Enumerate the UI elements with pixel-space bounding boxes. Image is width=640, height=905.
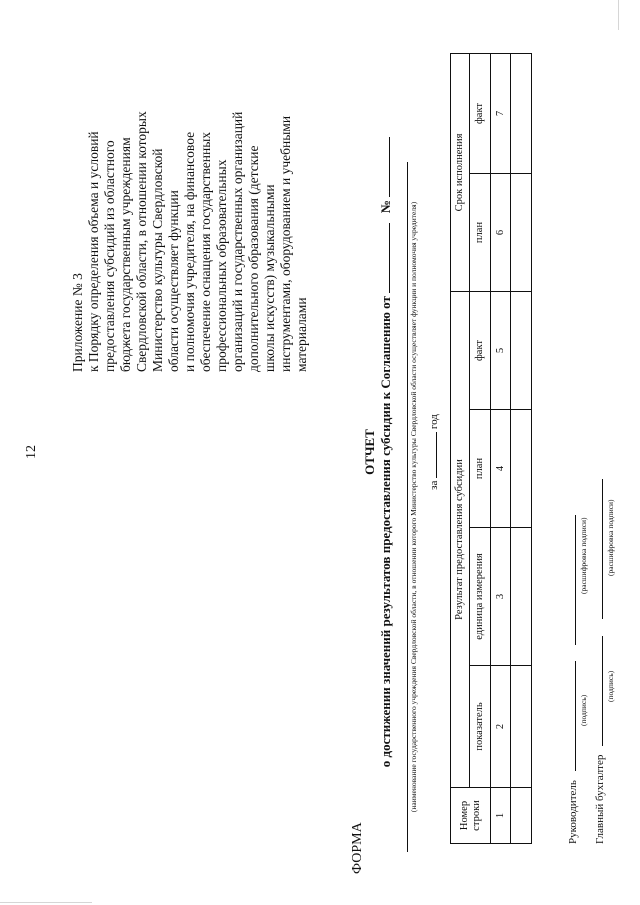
organization-caption: (наименование государственного учреждения Свердловской области, в отношении которого Министерство культуры Свердловской области осуществляет функции и полномочия учредителя)	[407, 162, 418, 852]
scan-edge-mark	[618, 0, 619, 30]
accountant-decode-caption: (расшифровка подписи)	[606, 499, 615, 576]
appendix-line: предоставления субсидий из областного	[102, 140, 117, 372]
head-decode-line[interactable]	[565, 515, 576, 645]
accountant-sign-caption: (подпись)	[606, 670, 615, 702]
table-row	[511, 53, 532, 843]
empty-cell[interactable]	[511, 788, 532, 844]
column-number: 5	[491, 292, 511, 410]
head-label: Руководитель	[567, 780, 579, 844]
empty-cell[interactable]	[511, 53, 532, 173]
report-heading: ОТЧЕТ	[362, 429, 377, 475]
appendix-line: Приложение № 3	[70, 273, 85, 372]
report-subtitle-text: о достижении значений результатов предоставления субсидии к Соглашению от	[378, 296, 393, 768]
head-signature	[565, 515, 588, 844]
agreement-date-blank[interactable]	[378, 223, 390, 293]
report-table	[450, 53, 532, 844]
header-result-plan: план	[470, 410, 491, 528]
empty-cell[interactable]	[511, 410, 532, 528]
column-number: 4	[491, 410, 511, 528]
accountant-label: Главный бухгалтер	[594, 754, 606, 844]
number-sign: №	[378, 200, 393, 214]
header-deadline-fact: факт	[470, 53, 491, 173]
empty-cell[interactable]	[511, 528, 532, 666]
period-prefix: за	[428, 480, 440, 490]
empty-cell[interactable]	[511, 292, 532, 410]
appendix-line: обеспечение оснащения государственных	[198, 131, 213, 372]
appendix-line: профессиональных образовательных	[214, 159, 229, 372]
period-line	[427, 22, 440, 882]
accountant-signature	[592, 479, 615, 844]
period-suffix: год	[428, 414, 440, 430]
appendix-line: организаций и государственных организаций	[230, 111, 245, 372]
column-number: 1	[491, 788, 511, 844]
appendix-line: материалами	[294, 297, 309, 372]
head-decode-caption: (расшифровка подписи)	[579, 517, 588, 594]
empty-cell[interactable]	[511, 174, 532, 292]
header-result-fact: факт	[470, 292, 491, 410]
column-number: 6	[491, 174, 511, 292]
report-form-page	[20, 22, 620, 882]
column-number-row	[491, 53, 511, 843]
form-label: ФОРМА	[350, 822, 365, 874]
empty-cell[interactable]	[511, 666, 532, 788]
table-subheader-row	[470, 53, 491, 843]
agreement-number-blank[interactable]	[378, 137, 390, 197]
appendix-line: школы искусств) музыкальными	[262, 184, 277, 372]
table-header-row	[451, 53, 470, 843]
header-unit: единица измерения	[470, 528, 491, 666]
page-number: 12	[24, 445, 39, 459]
appendix-line: области осуществляет функции	[166, 190, 181, 372]
appendix-line: Свердловской области, в отношении которых	[134, 111, 149, 372]
header-result-group: Результат предоставления субсидии	[451, 292, 470, 788]
header-deadline-group: Срок исполнения	[451, 53, 470, 291]
scan-edge-mark	[0, 902, 92, 903]
accountant-decode-line[interactable]	[592, 479, 603, 619]
appendix-line: дополнительного образования (детские	[246, 145, 261, 372]
appendix-line: к Порядку определения объема и условий	[86, 131, 101, 372]
appendix-line: и полномочия учредителя, на финансовое	[182, 131, 197, 372]
column-number: 7	[491, 53, 511, 173]
header-indicator: показатель	[470, 666, 491, 788]
column-number: 3	[491, 528, 511, 666]
year-blank[interactable]	[427, 432, 437, 478]
appendix-block	[70, 32, 310, 372]
head-sign-line[interactable]	[565, 661, 576, 771]
appendix-line: бюджета государственным учреждениям	[118, 137, 133, 372]
header-deadline-plan: план	[470, 174, 491, 292]
header-row-number: Номер строки	[451, 788, 491, 844]
report-title	[362, 22, 394, 882]
accountant-sign-line[interactable]	[592, 636, 603, 746]
report-subtitle	[378, 22, 394, 882]
column-number: 2	[491, 666, 511, 788]
appendix-line: Министерство культуры Свердловской	[150, 148, 165, 372]
appendix-line: инструментами, оборудованием и учебными	[278, 115, 293, 372]
head-sign-caption: (подпись)	[579, 694, 588, 726]
